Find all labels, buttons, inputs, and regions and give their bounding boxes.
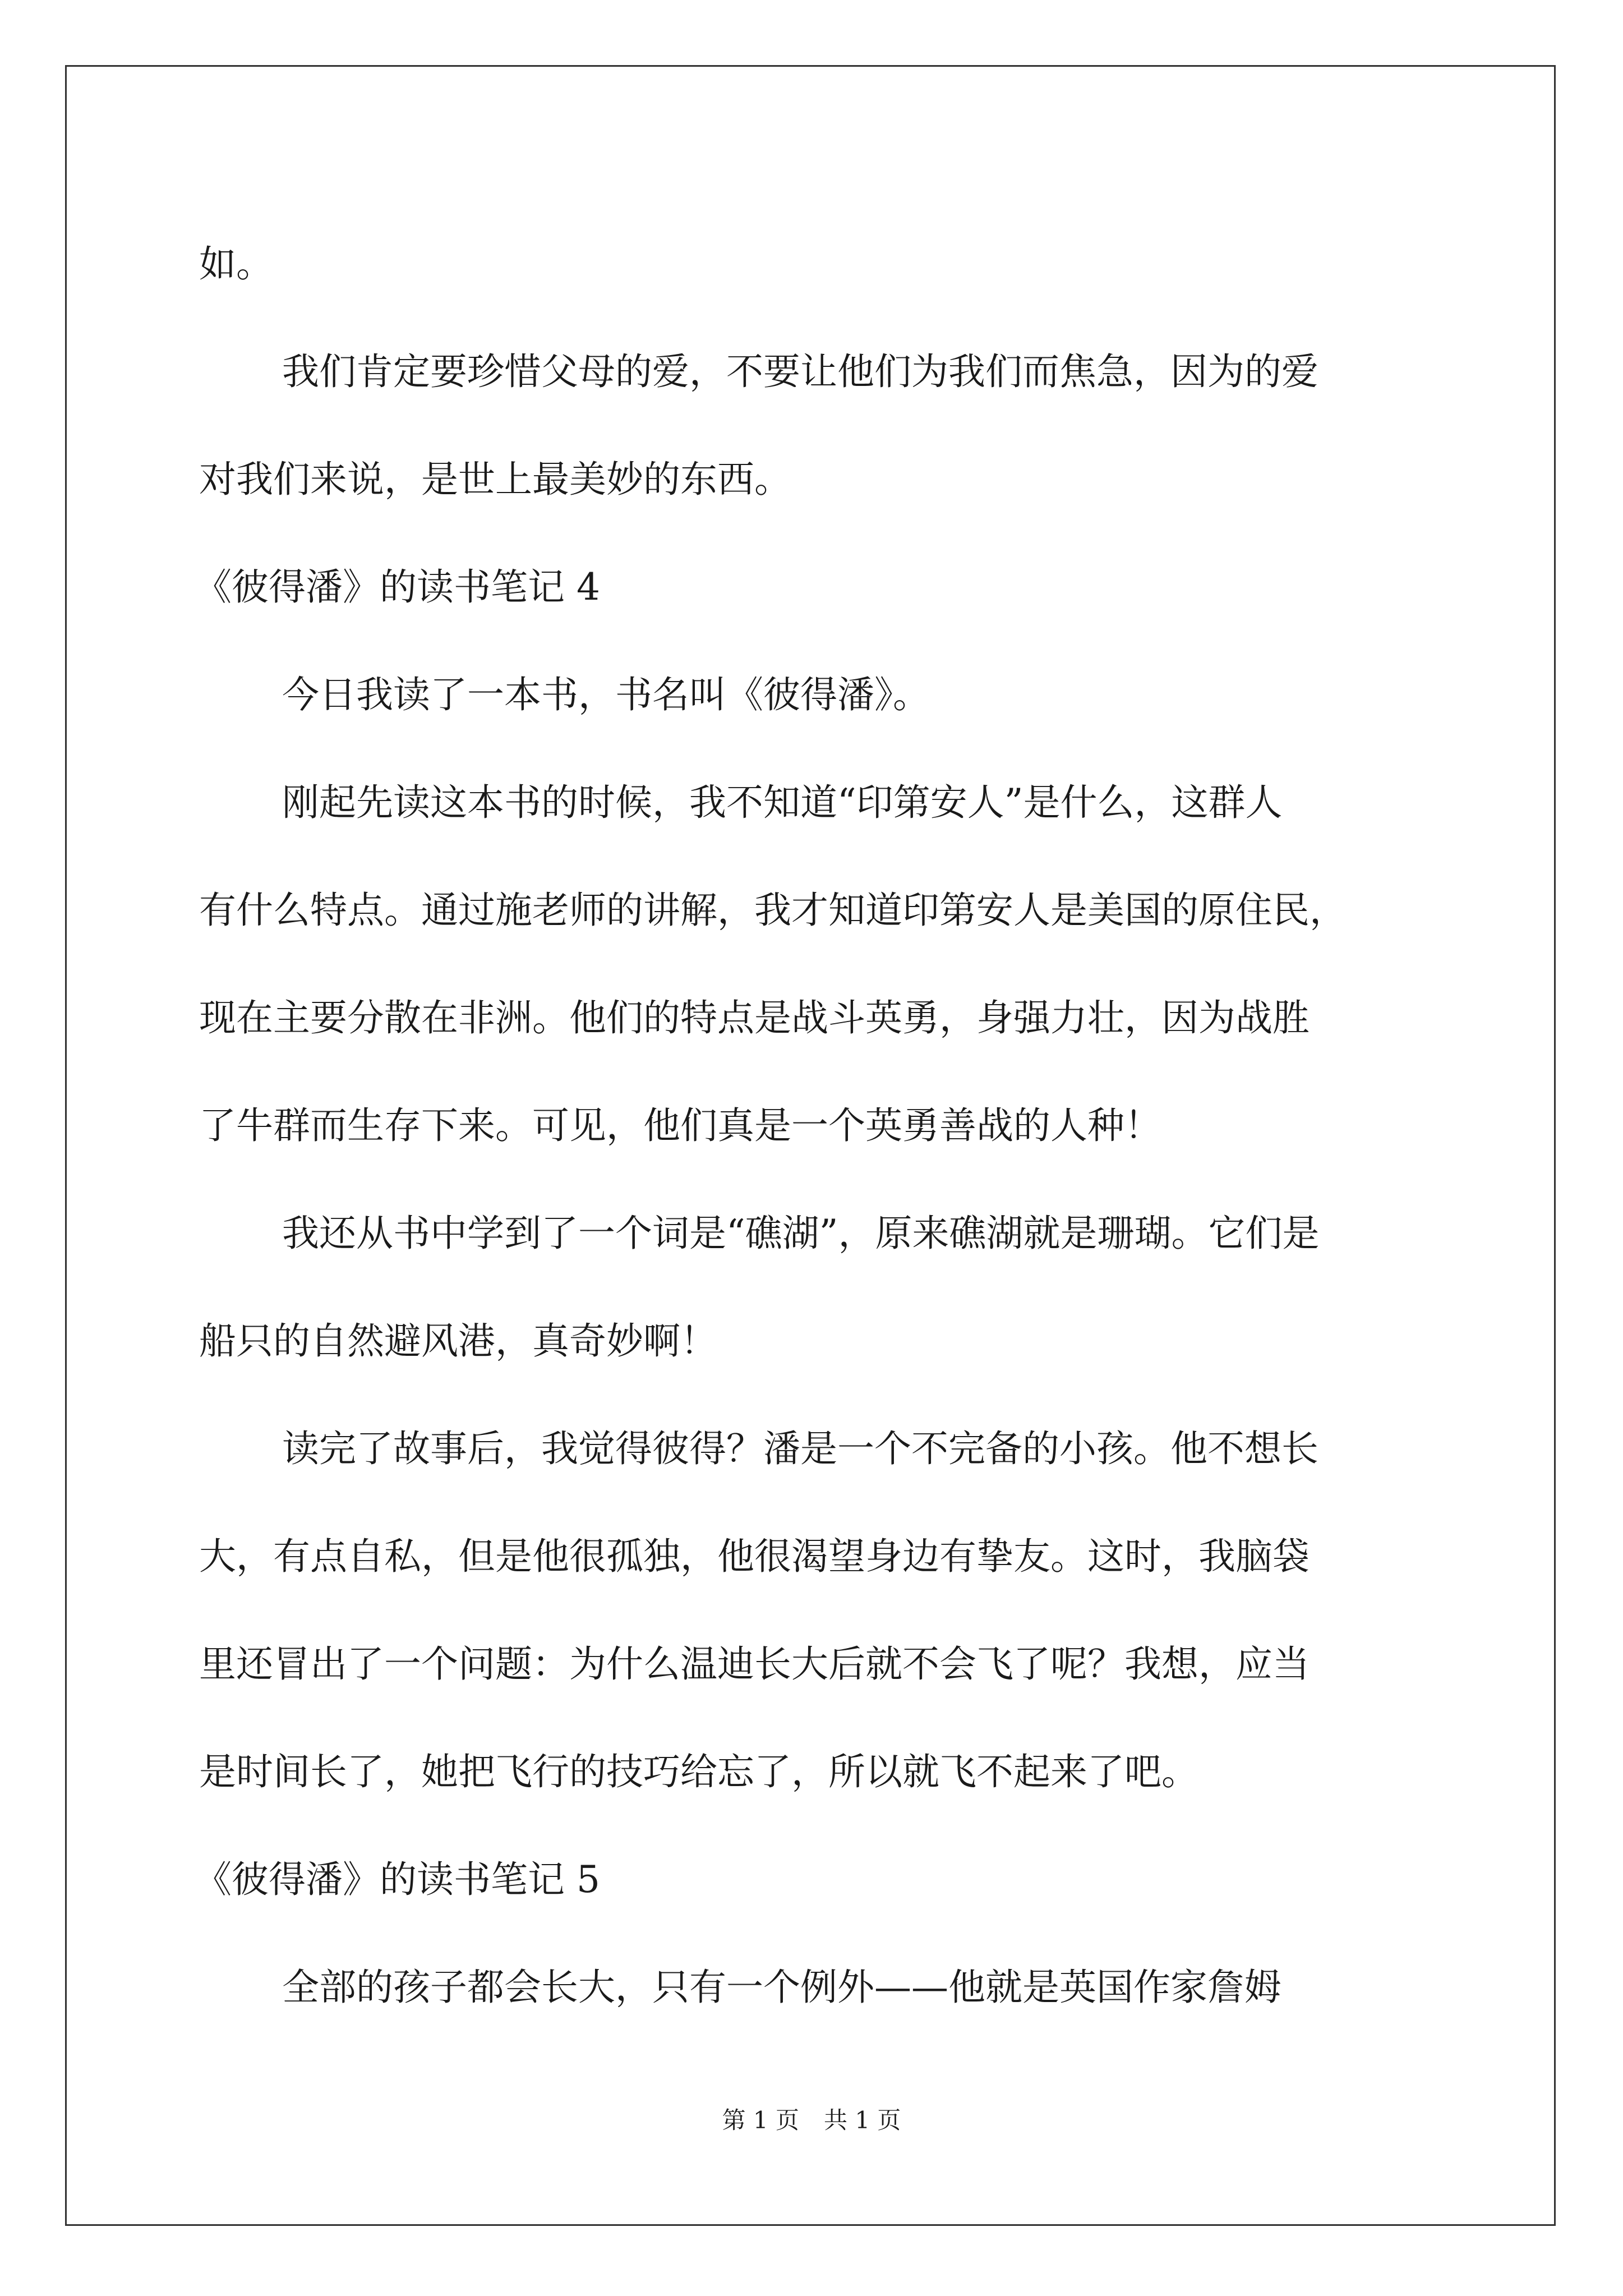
page-total: 共 1 页: [824, 2106, 901, 2134]
paragraph-line: 刚起先读这本书的时候，我不知道“印第安人”是什么，这群人: [282, 781, 1283, 824]
paragraph-line: 全部的孩子都会长大，只有一个例外——他就是英国作家詹姆: [282, 1966, 1281, 2009]
paragraph-line: 我还从书中学到了一个词是“礁湖”，原来礁湖就是珊瑚。它们是: [282, 1212, 1320, 1255]
text-line: 有什么特点。通过施老师的讲解，我才知道印第安人是美国的原住民，: [199, 889, 1347, 932]
text-line: 了牛群而生存下来。可见，他们真是一个英勇善战的人种！: [199, 1104, 1161, 1147]
paragraph-line: 我们肯定要珍惜父母的爱，不要让他们为我们而焦急，因为的爱: [282, 350, 1318, 393]
section-heading: 《彼得潘》的读书笔记 4: [195, 565, 600, 609]
document-body: [195, 210, 1433, 2041]
page-number: 第 1 页: [722, 2106, 799, 2134]
paragraph-line: 今日我读了一本书，书名叫《彼得潘》。: [282, 673, 930, 716]
text-line: 大，有点自私，但是他很孤独，他很渴望身边有挚友。这时，我脑袋: [199, 1535, 1310, 1578]
page-footer: [0, 2104, 1623, 2137]
paragraph-line: 读完了故事后，我觉得彼得？潘是一个不完备的小孩。他不想长: [282, 1427, 1318, 1470]
text-line: 如。: [199, 242, 273, 286]
text-line: 是时间长了，她把飞行的技巧给忘了，所以就飞不起来了吧。: [199, 1750, 1198, 1793]
text-line: 现在主要分散在非洲。他们的特点是战斗英勇，身强力壮，因为战胜: [199, 996, 1310, 1039]
text-line: 船只的自然避风港，真奇妙啊！: [199, 1319, 717, 1363]
section-heading: 《彼得潘》的读书笔记 5: [195, 1858, 600, 1901]
text-line: 对我们来说，是世上最美妙的东西。: [199, 458, 791, 501]
text-line: 里还冒出了一个问题：为什么温迪长大后就不会飞了呢？我想，应当: [199, 1642, 1310, 1686]
